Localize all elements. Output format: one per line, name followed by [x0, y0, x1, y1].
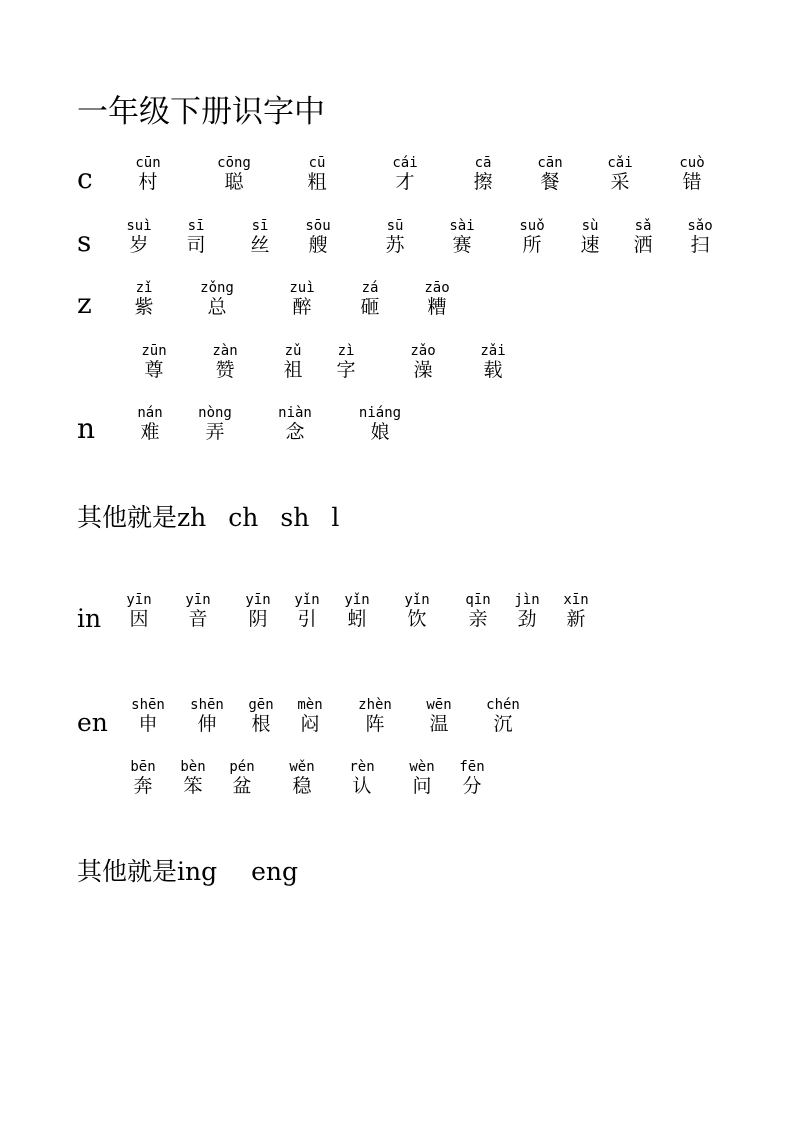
hanzi: 岁	[129, 234, 149, 256]
pinyin: zāo	[424, 280, 450, 296]
hanzi: 温	[429, 713, 449, 735]
pinyin: zàn	[212, 343, 238, 359]
other-item: eng	[251, 857, 299, 886]
hanzi: 认	[352, 775, 372, 797]
page-title: 一年级下册识字中	[77, 94, 325, 130]
pinyin: sī	[251, 218, 269, 234]
hanzi: 祖	[283, 359, 303, 381]
pinyin: niàn	[278, 405, 312, 421]
hanzi: 蚓	[347, 608, 367, 630]
hanzi: 司	[186, 234, 206, 256]
hanzi: 擦	[473, 171, 493, 193]
char-item	[161, 218, 231, 256]
hanzi: 问	[412, 775, 432, 797]
hanzi: 赞	[215, 359, 235, 381]
hanzi: 亲	[468, 608, 488, 630]
char-item	[402, 280, 472, 318]
letter-en: en	[77, 708, 108, 737]
hanzi: 错	[682, 171, 702, 193]
hanzi: 念	[285, 421, 305, 443]
pinyin: bēn	[130, 759, 156, 775]
char-item	[468, 697, 538, 735]
hanzi: 笨	[183, 775, 203, 797]
pinyin: cū	[308, 155, 326, 171]
hanzi: 澡	[413, 359, 433, 381]
other-item: ch	[228, 503, 259, 532]
hanzi: 速	[580, 234, 600, 256]
pinyin: shēn	[190, 697, 224, 713]
other-prefix: 其他就是	[77, 503, 178, 532]
pinyin: nòng	[198, 405, 232, 421]
hanzi: 赛	[452, 234, 472, 256]
hanzi: 才	[395, 171, 415, 193]
pinyin: suǒ	[519, 218, 545, 234]
pinyin: zǎi	[480, 343, 506, 359]
pinyin: sù	[581, 218, 599, 234]
letter-z: z	[77, 287, 92, 320]
pinyin: fēn	[459, 759, 485, 775]
pinyin: shēn	[131, 697, 165, 713]
hanzi: 分	[462, 775, 482, 797]
hanzi: 村	[138, 171, 158, 193]
hanzi: 盆	[232, 775, 252, 797]
pinyin: sǎo	[687, 218, 713, 234]
letter-in: in	[77, 604, 102, 633]
hanzi: 因	[129, 608, 149, 630]
pinyin: yīn	[245, 592, 271, 608]
pinyin: suì	[126, 218, 152, 234]
hanzi: 糟	[427, 296, 447, 318]
pinyin: chén	[486, 697, 520, 713]
other-heading-1	[77, 502, 339, 534]
hanzi: 音	[188, 608, 208, 630]
hanzi: 粗	[307, 171, 327, 193]
hanzi: 沉	[493, 713, 513, 735]
char-item	[370, 155, 440, 193]
pinyin: gēn	[248, 697, 274, 713]
char-item	[388, 343, 458, 381]
hanzi: 根	[251, 713, 271, 735]
pinyin: bèn	[180, 759, 206, 775]
hanzi: 丝	[250, 234, 270, 256]
char-item	[345, 405, 415, 443]
hanzi: 尊	[144, 359, 164, 381]
char-item	[260, 405, 330, 443]
hanzi: 娘	[370, 421, 390, 443]
pinyin: jìn	[514, 592, 540, 608]
char-item	[199, 155, 269, 193]
hanzi: 总	[207, 296, 227, 318]
hanzi: 载	[483, 359, 503, 381]
pinyin: mèn	[297, 697, 323, 713]
letter-n: n	[77, 412, 96, 445]
pinyin: cuò	[679, 155, 705, 171]
hanzi: 引	[297, 608, 317, 630]
pinyin: cān	[537, 155, 563, 171]
hanzi: 阵	[365, 713, 385, 735]
pinyin: sài	[449, 218, 475, 234]
char-item	[541, 592, 611, 630]
letter-c: c	[77, 162, 93, 195]
char-item	[180, 405, 250, 443]
hanzi: 闷	[300, 713, 320, 735]
hanzi: 字	[336, 359, 356, 381]
hanzi: 伸	[197, 713, 217, 735]
hanzi: 洒	[633, 234, 653, 256]
pinyin: nán	[137, 405, 163, 421]
hanzi: 申	[138, 713, 158, 735]
pinyin: rèn	[349, 759, 375, 775]
pinyin: sū	[386, 218, 404, 234]
char-item	[340, 697, 410, 735]
pinyin: cōng	[217, 155, 251, 171]
pinyin: zuì	[289, 280, 315, 296]
hanzi: 采	[610, 171, 630, 193]
char-item	[115, 405, 185, 443]
char-item	[657, 155, 727, 193]
hanzi: 扫	[690, 234, 710, 256]
pinyin: zǎo	[410, 343, 436, 359]
pinyin: cūn	[135, 155, 161, 171]
pinyin: yīn	[126, 592, 152, 608]
other-item: sh	[280, 503, 310, 532]
letter-s: s	[77, 225, 92, 258]
pinyin: sī	[187, 218, 205, 234]
pinyin: cā	[474, 155, 492, 171]
hanzi: 饮	[407, 608, 427, 630]
pinyin: zhèn	[358, 697, 392, 713]
hanzi: 难	[140, 421, 160, 443]
pinyin: zá	[361, 280, 379, 296]
char-item	[109, 280, 179, 318]
char-item	[437, 759, 507, 797]
char-item	[190, 343, 260, 381]
pinyin: cái	[392, 155, 418, 171]
other-prefix: 其他就是	[77, 857, 178, 886]
char-item	[448, 155, 518, 193]
pinyin: zǐ	[135, 280, 153, 296]
pinyin: yǐn	[404, 592, 430, 608]
char-item	[382, 592, 452, 630]
pinyin: zǒng	[200, 280, 234, 296]
pinyin: sōu	[305, 218, 331, 234]
char-item	[119, 343, 189, 381]
pinyin: wēn	[426, 697, 452, 713]
pinyin: niáng	[358, 405, 402, 421]
hanzi: 苏	[385, 234, 405, 256]
pinyin: wěn	[289, 759, 315, 775]
hanzi: 紫	[134, 296, 154, 318]
char-item	[515, 155, 585, 193]
hanzi: 砸	[360, 296, 380, 318]
pinyin: qīn	[465, 592, 491, 608]
pinyin: cǎi	[607, 155, 633, 171]
pinyin: xīn	[563, 592, 589, 608]
char-item	[275, 697, 345, 735]
hanzi: 聪	[224, 171, 244, 193]
pinyin: zì	[337, 343, 355, 359]
char-item	[182, 280, 252, 318]
hanzi: 醉	[292, 296, 312, 318]
char-item	[360, 218, 430, 256]
hanzi: 稳	[292, 775, 312, 797]
hanzi: 弄	[205, 421, 225, 443]
char-item	[335, 280, 405, 318]
char-item	[585, 155, 655, 193]
pinyin: zǔ	[284, 343, 302, 359]
char-item	[665, 218, 735, 256]
pinyin: yǐn	[294, 592, 320, 608]
hanzi: 新	[566, 608, 586, 630]
char-item	[283, 218, 353, 256]
char-item	[404, 697, 474, 735]
char-item	[267, 280, 337, 318]
char-item	[282, 155, 352, 193]
pinyin: wèn	[409, 759, 435, 775]
hanzi: 餐	[540, 171, 560, 193]
hanzi: 奔	[133, 775, 153, 797]
pinyin: sǎ	[634, 218, 652, 234]
other-heading-2	[77, 856, 298, 888]
pinyin: yǐn	[344, 592, 370, 608]
hanzi: 所	[522, 234, 542, 256]
char-item	[458, 343, 528, 381]
other-item: zh	[177, 503, 207, 532]
hanzi: 阴	[248, 608, 268, 630]
pinyin: yīn	[185, 592, 211, 608]
pinyin: zūn	[141, 343, 167, 359]
char-item	[311, 343, 381, 381]
pinyin: pén	[229, 759, 255, 775]
other-item: ing	[177, 857, 218, 886]
char-item	[427, 218, 497, 256]
char-item	[113, 155, 183, 193]
hanzi: 劲	[517, 608, 537, 630]
other-item: l	[331, 503, 340, 532]
hanzi: 艘	[308, 234, 328, 256]
